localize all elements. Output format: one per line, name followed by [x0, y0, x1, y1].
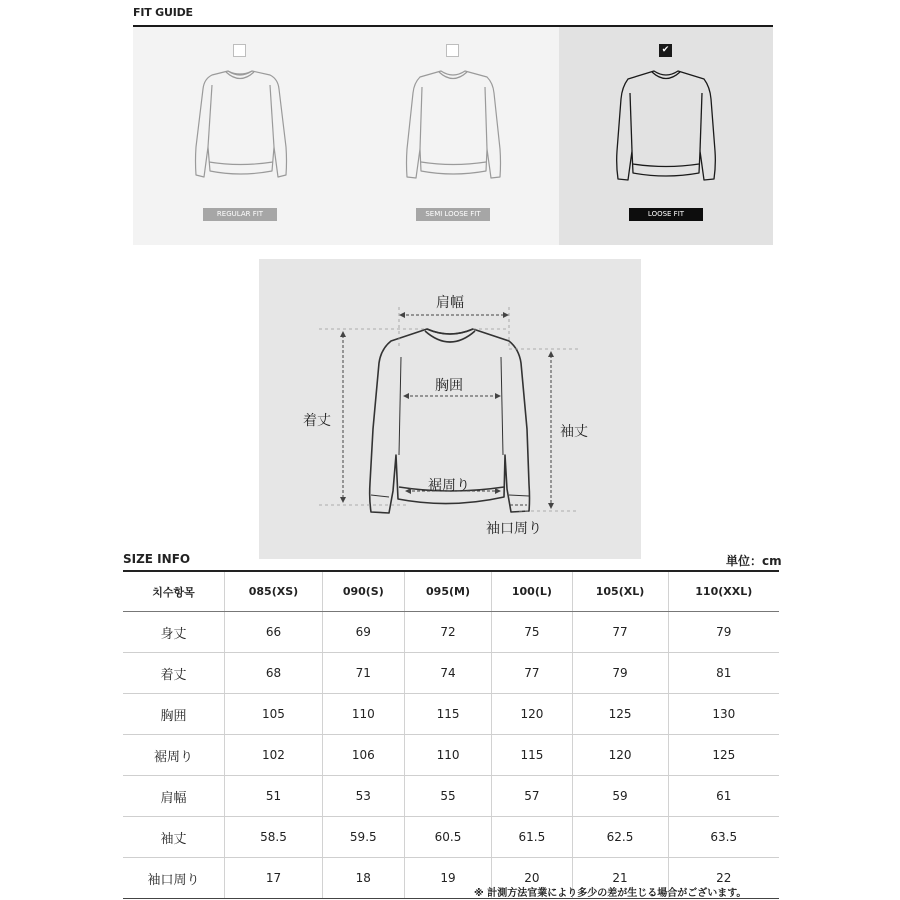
column-header: 090(S) — [322, 571, 404, 612]
table-row — [123, 735, 779, 776]
measurement-note: ※ 計測方法官業により多少の差が生じる場合がございます。 — [474, 888, 747, 899]
fit-label: REGULAR FIT — [203, 208, 277, 221]
fit-option-regular[interactable] — [133, 27, 346, 245]
unit-label: 単位：cm — [726, 554, 782, 568]
column-header: 095(M) — [404, 571, 492, 612]
table-cell: 72 — [404, 612, 492, 653]
table-cell: 125 — [572, 694, 668, 735]
table-row — [123, 776, 779, 817]
table-cell: 105 — [225, 694, 323, 735]
table-cell: 53 — [322, 776, 404, 817]
table-row — [123, 694, 779, 735]
table-cell: 75 — [492, 612, 572, 653]
fit-option-semi-loose[interactable] — [346, 27, 559, 245]
table-cell: 77 — [492, 653, 572, 694]
table-cell: 69 — [322, 612, 404, 653]
table-cell: 17 — [225, 858, 323, 899]
table-cell: 66 — [225, 612, 323, 653]
cuff-label: 袖口周り — [486, 521, 542, 537]
row-header: 袖口周り — [123, 858, 225, 899]
semi-loose-fit-sweater-icon — [401, 65, 505, 185]
table-cell: 115 — [492, 735, 572, 776]
table-cell: 18 — [322, 858, 404, 899]
table-row — [123, 612, 779, 653]
table-cell: 110 — [322, 694, 404, 735]
table-cell: 63.5 — [668, 817, 779, 858]
table-cell: 106 — [322, 735, 404, 776]
table-cell: 59.5 — [322, 817, 404, 858]
table-cell: 71 — [322, 653, 404, 694]
row-header: 着丈 — [123, 653, 225, 694]
table-cell: 61 — [668, 776, 779, 817]
row-header: 身丈 — [123, 612, 225, 653]
table-cell: 61.5 — [492, 817, 572, 858]
table-cell: 79 — [668, 612, 779, 653]
loose-fit-sweater-icon — [614, 65, 718, 185]
regular-fit-sweater-icon — [188, 65, 292, 185]
column-header: 치수항목 — [123, 571, 225, 612]
table-cell: 22 — [668, 858, 779, 899]
table-cell: 125 — [668, 735, 779, 776]
column-header: 085(XS) — [225, 571, 323, 612]
table-cell: 120 — [492, 694, 572, 735]
fit-label: LOOSE FIT — [629, 208, 703, 221]
table-cell: 110 — [404, 735, 492, 776]
unchecked-checkbox-icon[interactable] — [446, 44, 459, 57]
table-cell: 58.5 — [225, 817, 323, 858]
table-cell: 51 — [225, 776, 323, 817]
unchecked-checkbox-icon[interactable] — [233, 44, 246, 57]
column-header: 100(L) — [492, 571, 572, 612]
table-cell: 77 — [572, 612, 668, 653]
size-table — [123, 570, 779, 899]
table-row — [123, 653, 779, 694]
table-cell: 60.5 — [404, 817, 492, 858]
table-cell: 79 — [572, 653, 668, 694]
table-cell: 57 — [492, 776, 572, 817]
sleeve-label: 袖丈 — [560, 424, 588, 440]
table-cell: 62.5 — [572, 817, 668, 858]
row-header: 胸囲 — [123, 694, 225, 735]
table-row — [123, 817, 779, 858]
table-cell: 130 — [668, 694, 779, 735]
table-header-row — [123, 571, 779, 612]
table-cell: 19 — [404, 858, 492, 899]
column-header: 105(XL) — [572, 571, 668, 612]
checked-checkbox-icon[interactable]: ✔ — [659, 44, 672, 57]
row-header: 肩幅 — [123, 776, 225, 817]
table-cell: 102 — [225, 735, 323, 776]
fit-guide-title: FIT GUIDE — [133, 6, 193, 19]
size-info-title: SIZE INFO — [123, 552, 191, 566]
table-cell: 74 — [404, 653, 492, 694]
column-header: 110(XXL) — [668, 571, 779, 612]
fit-guide-panels — [133, 27, 773, 245]
shoulder-label: 肩幅 — [436, 295, 464, 311]
table-cell: 120 — [572, 735, 668, 776]
row-header: 裾周り — [123, 735, 225, 776]
table-cell: 21 — [572, 858, 668, 899]
fit-option-loose[interactable] — [559, 27, 773, 245]
table-cell: 20 — [492, 858, 572, 899]
row-header: 袖丈 — [123, 817, 225, 858]
table-cell: 55 — [404, 776, 492, 817]
table-cell: 81 — [668, 653, 779, 694]
table-cell: 68 — [225, 653, 323, 694]
fit-label: SEMI LOOSE FIT — [416, 208, 490, 221]
measurement-diagram — [259, 259, 641, 559]
chest-label: 胸囲 — [435, 378, 463, 394]
table-cell: 59 — [572, 776, 668, 817]
length-label: 着丈 — [303, 413, 331, 429]
hem-label: 裾周り — [428, 478, 470, 494]
table-cell: 115 — [404, 694, 492, 735]
